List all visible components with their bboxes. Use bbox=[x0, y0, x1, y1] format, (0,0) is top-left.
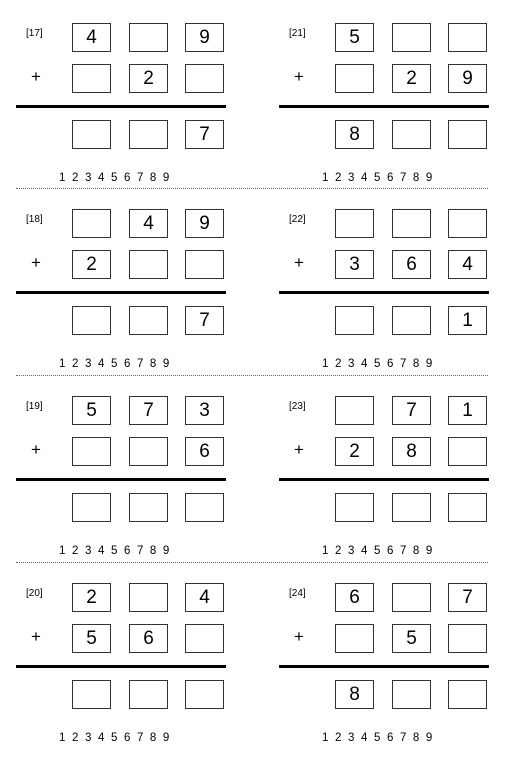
digit-box-middle[interactable] bbox=[185, 250, 224, 279]
digit-choices: 1 2 3 4 5 6 7 8 9 bbox=[322, 358, 433, 370]
digit-box-middle[interactable] bbox=[448, 624, 487, 653]
plus-sign: + bbox=[31, 440, 41, 459]
digit-box-middle[interactable] bbox=[335, 624, 374, 653]
digit-box-bottom[interactable] bbox=[392, 680, 431, 709]
digit-box-middle: 2 bbox=[335, 437, 374, 466]
digit-box-top: 7 bbox=[392, 396, 431, 425]
digit-box-top: 4 bbox=[185, 583, 224, 612]
puzzle-block bbox=[16, 393, 256, 579]
digit-box-top: 7 bbox=[448, 583, 487, 612]
digit-box-top: 9 bbox=[185, 23, 224, 52]
puzzle-number: [17] bbox=[26, 28, 43, 39]
sum-line bbox=[16, 478, 226, 481]
digit-box-bottom[interactable] bbox=[335, 306, 374, 335]
digit-box-top: 6 bbox=[335, 583, 374, 612]
row-separator bbox=[16, 375, 488, 376]
plus-sign: + bbox=[294, 67, 304, 86]
row-separator bbox=[16, 562, 488, 563]
digit-box-middle[interactable] bbox=[72, 64, 111, 93]
digit-box-middle: 6 bbox=[185, 437, 224, 466]
digit-choices: 1 2 3 4 5 6 7 8 9 bbox=[322, 545, 433, 557]
digit-box-middle: 2 bbox=[72, 250, 111, 279]
plus-sign: + bbox=[31, 627, 41, 646]
digit-box-middle: 4 bbox=[448, 250, 487, 279]
digit-choices: 1 2 3 4 5 6 7 8 9 bbox=[322, 172, 433, 184]
digit-box-middle[interactable] bbox=[72, 437, 111, 466]
digit-box-middle: 5 bbox=[392, 624, 431, 653]
row-separator bbox=[16, 188, 488, 189]
plus-sign: + bbox=[294, 440, 304, 459]
digit-box-top[interactable] bbox=[392, 23, 431, 52]
plus-sign: + bbox=[294, 253, 304, 272]
puzzle-number: [19] bbox=[26, 401, 43, 412]
sum-line bbox=[16, 665, 226, 668]
digit-box-bottom[interactable] bbox=[129, 680, 168, 709]
digit-box-middle[interactable] bbox=[129, 437, 168, 466]
puzzle-block bbox=[16, 206, 256, 392]
digit-choices: 1 2 3 4 5 6 7 8 9 bbox=[59, 545, 170, 557]
digit-box-middle[interactable] bbox=[185, 624, 224, 653]
digit-box-top[interactable] bbox=[335, 209, 374, 238]
digit-box-top: 4 bbox=[129, 209, 168, 238]
digit-box-bottom: 7 bbox=[185, 306, 224, 335]
digit-box-top: 4 bbox=[72, 23, 111, 52]
plus-sign: + bbox=[294, 627, 304, 646]
digit-box-middle: 2 bbox=[129, 64, 168, 93]
digit-box-bottom: 1 bbox=[448, 306, 487, 335]
digit-box-top: 5 bbox=[335, 23, 374, 52]
digit-box-top: 9 bbox=[185, 209, 224, 238]
sum-line bbox=[279, 665, 489, 668]
digit-box-middle: 2 bbox=[392, 64, 431, 93]
sum-line bbox=[16, 291, 226, 294]
digit-box-top: 3 bbox=[185, 396, 224, 425]
digit-box-middle[interactable] bbox=[185, 64, 224, 93]
digit-box-bottom[interactable] bbox=[392, 493, 431, 522]
digit-choices: 1 2 3 4 5 6 7 8 9 bbox=[59, 732, 170, 744]
digit-choices: 1 2 3 4 5 6 7 8 9 bbox=[59, 172, 170, 184]
digit-box-middle: 5 bbox=[72, 624, 111, 653]
digit-box-bottom[interactable] bbox=[129, 306, 168, 335]
digit-box-middle: 3 bbox=[335, 250, 374, 279]
digit-box-top[interactable] bbox=[448, 23, 487, 52]
digit-box-bottom[interactable] bbox=[185, 680, 224, 709]
digit-box-bottom: 7 bbox=[185, 120, 224, 149]
digit-box-top[interactable] bbox=[335, 396, 374, 425]
puzzle-number: [20] bbox=[26, 588, 43, 599]
puzzle-block bbox=[16, 20, 256, 206]
digit-box-top[interactable] bbox=[129, 23, 168, 52]
puzzle-number: [22] bbox=[289, 214, 306, 225]
sum-line bbox=[279, 105, 489, 108]
digit-choices: 1 2 3 4 5 6 7 8 9 bbox=[322, 732, 433, 744]
digit-box-middle[interactable] bbox=[129, 250, 168, 279]
digit-box-bottom[interactable] bbox=[129, 493, 168, 522]
digit-box-middle: 9 bbox=[448, 64, 487, 93]
digit-box-top[interactable] bbox=[72, 209, 111, 238]
digit-box-bottom[interactable] bbox=[392, 120, 431, 149]
digit-box-bottom: 8 bbox=[335, 680, 374, 709]
digit-box-bottom[interactable] bbox=[448, 680, 487, 709]
digit-box-bottom[interactable] bbox=[392, 306, 431, 335]
puzzle-number: [18] bbox=[26, 214, 43, 225]
puzzle-block bbox=[279, 20, 510, 206]
plus-sign: + bbox=[31, 67, 41, 86]
digit-box-bottom[interactable] bbox=[448, 493, 487, 522]
digit-box-top: 2 bbox=[72, 583, 111, 612]
digit-box-middle[interactable] bbox=[335, 64, 374, 93]
digit-box-middle: 6 bbox=[392, 250, 431, 279]
puzzle-block bbox=[279, 206, 510, 392]
puzzle-block bbox=[279, 580, 510, 766]
digit-box-bottom[interactable] bbox=[448, 120, 487, 149]
digit-box-bottom[interactable] bbox=[335, 493, 374, 522]
puzzle-number: [24] bbox=[289, 588, 306, 599]
digit-box-top: 5 bbox=[72, 396, 111, 425]
digit-box-bottom[interactable] bbox=[72, 120, 111, 149]
puzzle-block bbox=[16, 580, 256, 766]
digit-box-bottom[interactable] bbox=[129, 120, 168, 149]
sum-line bbox=[279, 291, 489, 294]
digit-box-bottom[interactable] bbox=[72, 493, 111, 522]
digit-box-top[interactable] bbox=[448, 209, 487, 238]
digit-box-middle[interactable] bbox=[448, 437, 487, 466]
sum-line bbox=[16, 105, 226, 108]
puzzle-number: [21] bbox=[289, 28, 306, 39]
digit-box-top[interactable] bbox=[392, 209, 431, 238]
digit-box-middle: 8 bbox=[392, 437, 431, 466]
digit-box-top[interactable] bbox=[129, 583, 168, 612]
digit-box-top: 1 bbox=[448, 396, 487, 425]
sum-line bbox=[279, 478, 489, 481]
plus-sign: + bbox=[31, 253, 41, 272]
digit-box-bottom[interactable] bbox=[72, 306, 111, 335]
digit-box-middle: 6 bbox=[129, 624, 168, 653]
digit-choices: 1 2 3 4 5 6 7 8 9 bbox=[59, 358, 170, 370]
digit-box-bottom[interactable] bbox=[185, 493, 224, 522]
puzzle-number: [23] bbox=[289, 401, 306, 412]
digit-box-top[interactable] bbox=[392, 583, 431, 612]
digit-box-bottom[interactable] bbox=[72, 680, 111, 709]
puzzle-block bbox=[279, 393, 510, 579]
digit-box-top: 7 bbox=[129, 396, 168, 425]
digit-box-bottom: 8 bbox=[335, 120, 374, 149]
